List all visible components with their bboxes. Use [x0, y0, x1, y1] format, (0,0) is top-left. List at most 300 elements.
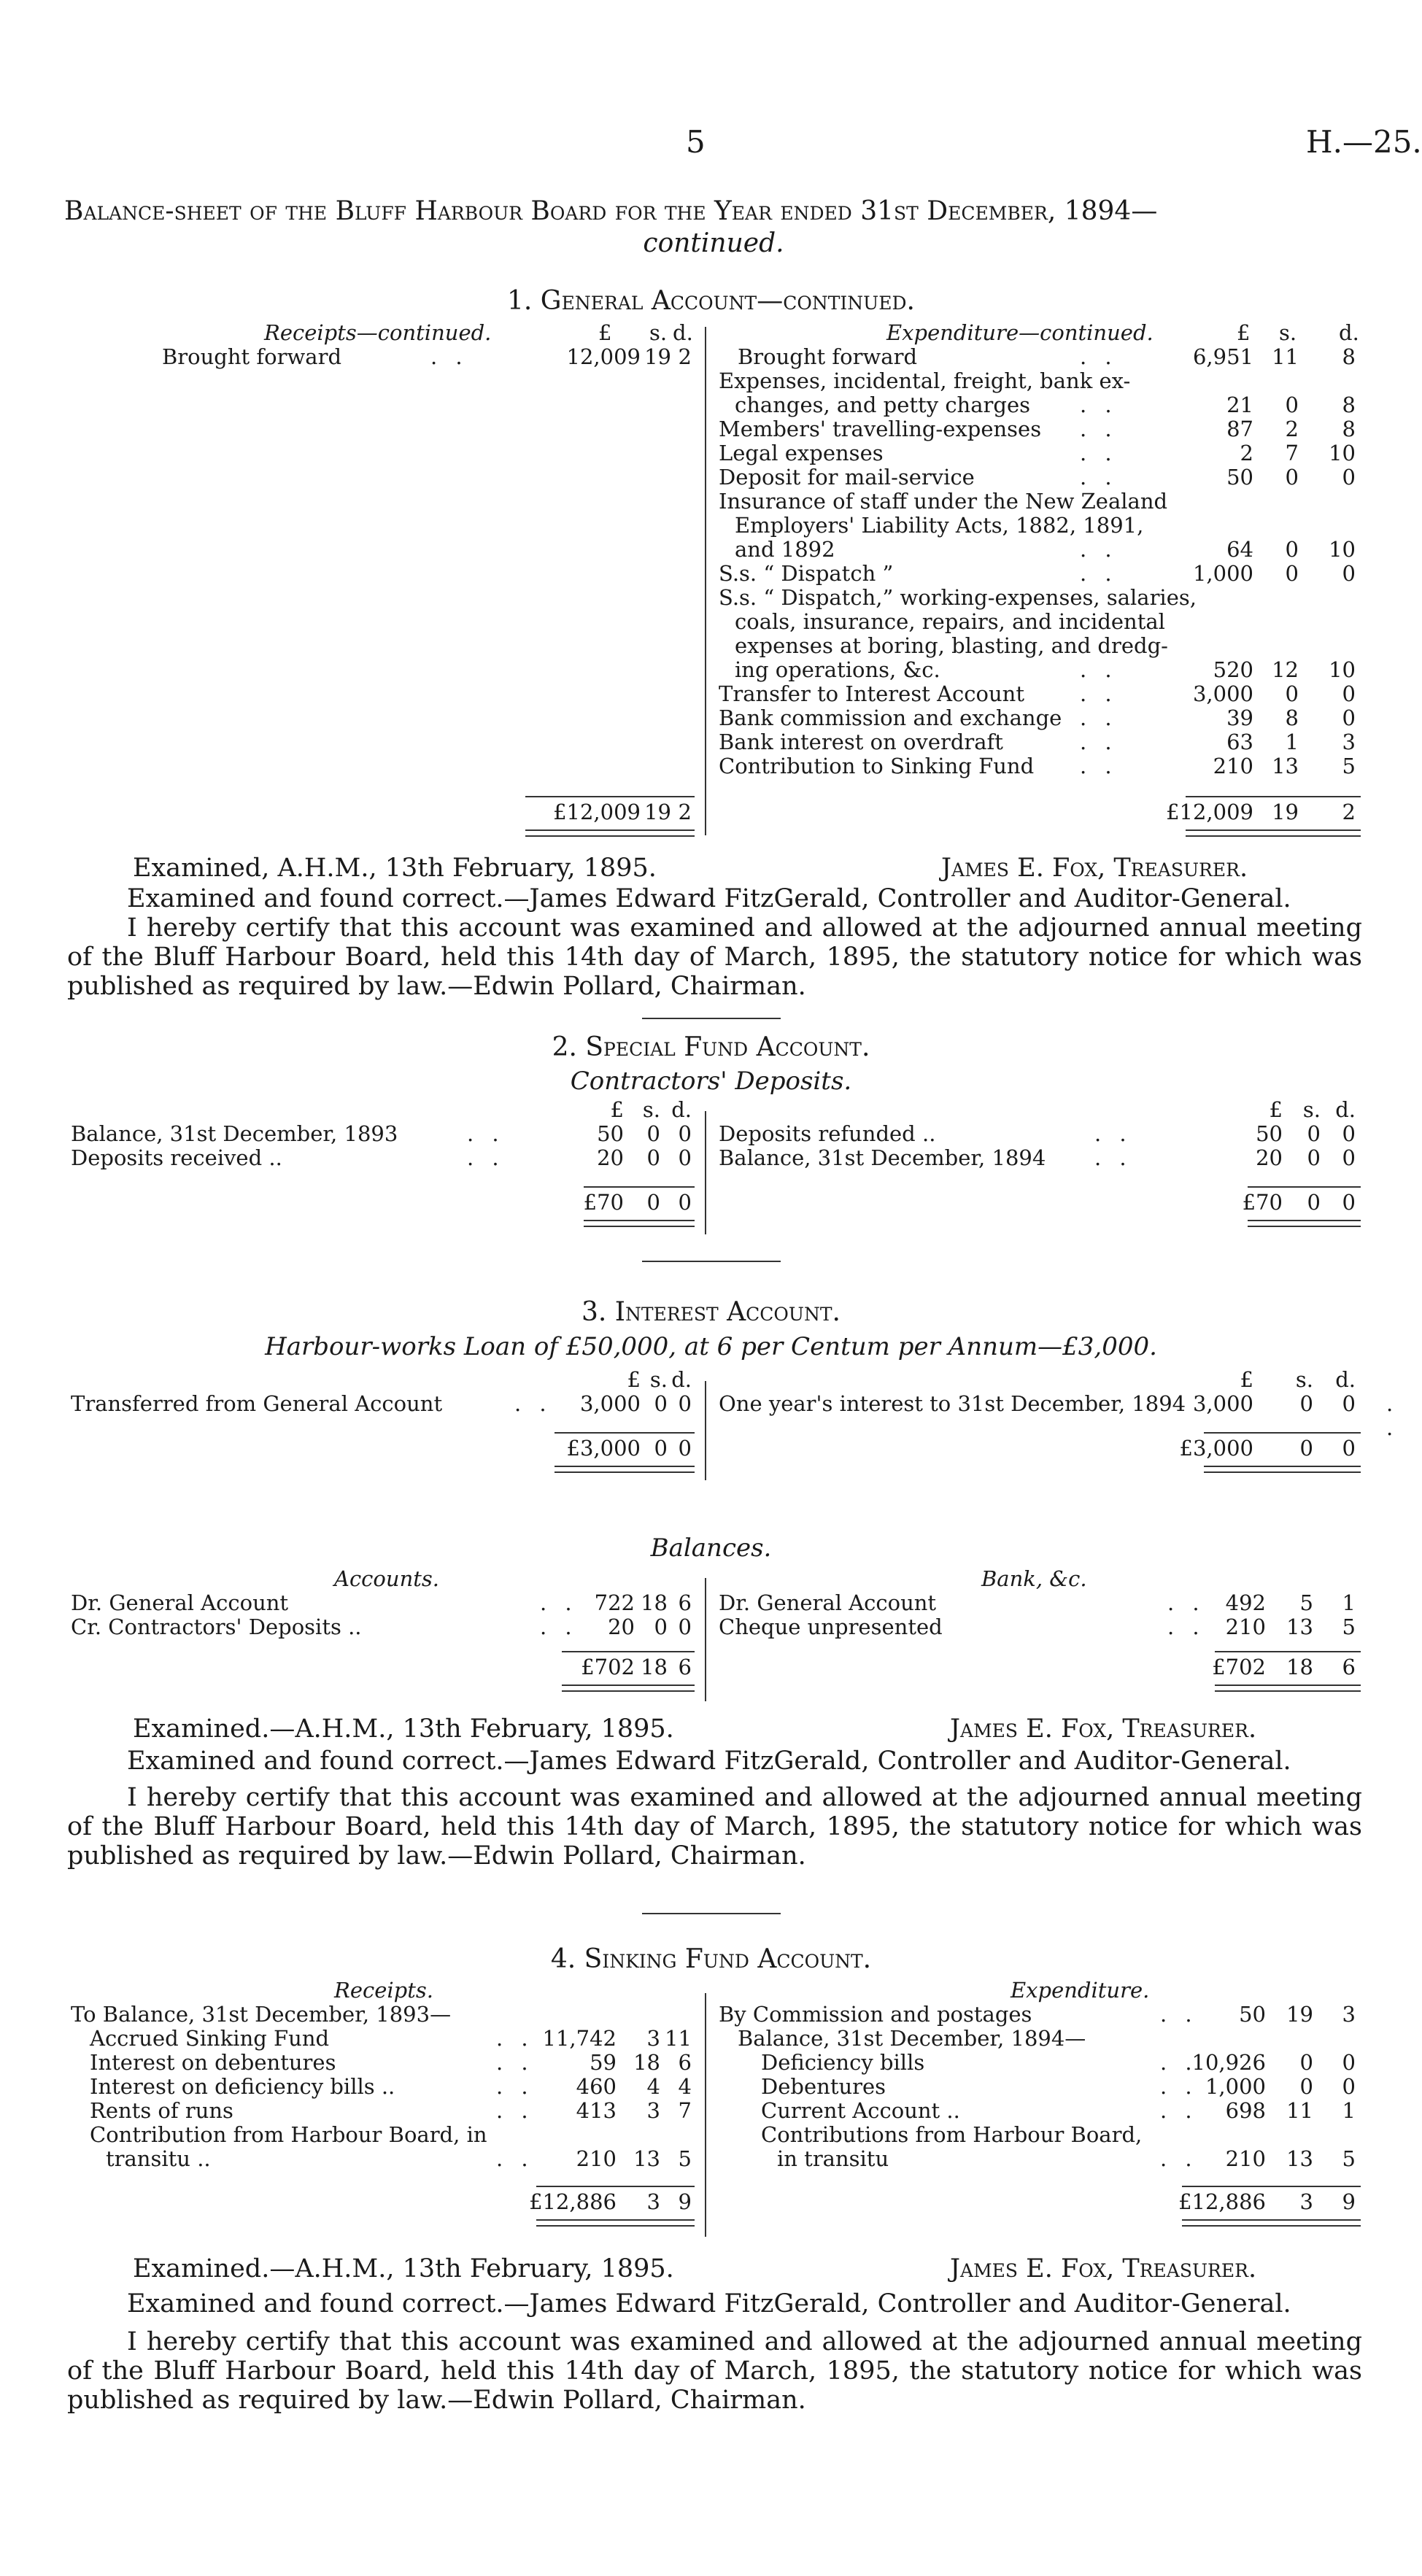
leader-dots: . . [467, 1145, 505, 1170]
entry-line [719, 1392, 1186, 1416]
leader-dots: . . [1160, 2098, 1198, 2123]
entry-line [719, 2003, 1032, 2027]
pence-value: 0 [678, 1614, 692, 1639]
entry-line [90, 2099, 233, 2123]
entry-line [719, 441, 884, 465]
total-pounds: £3,000 [566, 1436, 641, 1461]
entry-line [761, 2099, 960, 2123]
entry-description: Brought forward [738, 344, 918, 369]
total-shillings: 0 [1299, 1436, 1313, 1461]
certification-note: I hereby certify that this account was examined and allowed at the adjourned annual meeting of the Bluff Harbour Board, held this 14th day of March, 1895, the statutory notice for which was published as required by law.—Edwin Pollard, Chairman. [67, 913, 1362, 1001]
pounds-value: 520 [1213, 657, 1253, 682]
entry-description: Brought forward [162, 344, 342, 369]
entry-line [761, 2123, 1142, 2147]
total-shillings: 0 [646, 1190, 660, 1215]
pence-value: 7 [678, 2098, 692, 2123]
leader-dots: . . [1094, 1145, 1132, 1170]
leader-dots: . . [1080, 681, 1118, 706]
column-label: d. [1339, 320, 1359, 345]
certification-note: I hereby certify that this account was examined and allowed at the adjourned annual meeting of the Bluff Harbour Board, held this 14th day of March, 1895, the statutory notice for which was published as required by law.—Edwin Pollard, Chairman. [67, 2327, 1362, 2415]
leader-dots: . . [496, 2074, 534, 2099]
total-pence: 0 [1342, 1190, 1356, 1215]
shillings-value: 0 [1299, 1391, 1313, 1416]
entry-line [719, 1146, 1046, 1170]
pence-value: 0 [1342, 1145, 1356, 1170]
pounds-value: 2 [1240, 441, 1253, 465]
pounds-value: 39 [1226, 705, 1253, 730]
shillings-value: 11 [1286, 2098, 1313, 2123]
pounds-value: 64 [1226, 537, 1253, 562]
pounds-value: 210 [1225, 1614, 1266, 1639]
pence-value: 1 [1342, 1590, 1356, 1615]
column-divider [705, 1993, 706, 2237]
pounds-value: 12,009 [566, 344, 641, 369]
loan-subheading: Harbour-works Loan of £50,000, at 6 per Centum per Annum—£3,000. [265, 1332, 1157, 1361]
pounds-value: 20 [597, 1145, 624, 1170]
entry-line [106, 2147, 211, 2171]
entry-line [71, 1122, 398, 1146]
leader-dots: . . [430, 344, 468, 369]
entry-description: Legal expenses [719, 441, 884, 465]
entry-description: Deposits received .. [71, 1145, 282, 1170]
entry-description: Expenses, incidental, freight, bank ex- [719, 368, 1131, 393]
pounds-value: 492 [1225, 1590, 1266, 1615]
interest-account-table [0, 1368, 1422, 1499]
entry-line [90, 2027, 329, 2051]
interest-account-heading: 3. Interest Account. [581, 1297, 841, 1327]
shillings-value: 0 [1307, 1121, 1321, 1146]
leader-dots: . . [1080, 417, 1118, 441]
sum-rule [562, 1651, 695, 1652]
column-divider [705, 1111, 706, 1234]
entry-line [735, 514, 1143, 538]
entry-line [719, 682, 1024, 706]
pounds-value: 63 [1226, 730, 1253, 754]
pence-value: 10 [1329, 657, 1356, 682]
entry-line [719, 1122, 935, 1146]
leader-dots: . . [1080, 441, 1118, 465]
pence-value: 0 [1342, 2050, 1356, 2075]
total-shillings: 0 [1307, 1190, 1321, 1215]
entry-line [719, 1591, 936, 1615]
pounds-value: 50 [597, 1121, 624, 1146]
shillings-value: 19 [644, 344, 671, 369]
pounds-value: 1,000 [1205, 2074, 1266, 2099]
sum-rule [554, 1432, 695, 1434]
pence-value: 0 [1342, 1391, 1356, 1416]
entry-description: Transfer to Interest Account [719, 681, 1024, 706]
receipts-label: Receipts—continued. [264, 320, 492, 345]
entry-line [735, 538, 835, 562]
entry-line [735, 610, 1165, 634]
entry-description: Balance, 31st December, 1894 [719, 1145, 1046, 1170]
leader-dots: . . [496, 2146, 534, 2171]
shillings-value: 7 [1285, 441, 1299, 465]
entry-line [761, 2051, 924, 2075]
total-shillings: 3 [646, 2189, 660, 2214]
pence-value: 11 [665, 2026, 692, 2051]
entry-description: Insurance of staff under the New Zealand [719, 489, 1168, 514]
total-shillings: 0 [654, 1436, 668, 1461]
leader-dots: . . [1080, 705, 1118, 730]
column-label: £ [598, 320, 612, 345]
entry-line [761, 2075, 886, 2099]
pounds-column-label: £ [610, 1097, 624, 1122]
leader-dots: . . [496, 2026, 534, 2051]
leader-dots: . . [1160, 2146, 1198, 2171]
entry-description: Bank commission and exchange [719, 705, 1062, 730]
entry-description: Members' travelling-expenses [719, 417, 1042, 441]
entry-line [738, 2027, 1086, 2051]
shillings-value: 0 [1285, 681, 1299, 706]
entry-description: By Commission and postages [719, 2002, 1032, 2027]
shillings-value: 2 [1285, 417, 1299, 441]
pence-value: 0 [1342, 561, 1356, 586]
entry-description: Deficiency bills [761, 2050, 925, 2075]
audit-note: Examined and found correct.—James Edward FitzGerald, Controller and Auditor-General. [127, 2289, 1291, 2318]
pounds-column-label: £ [1240, 1367, 1253, 1392]
balances-table [0, 1567, 1422, 1706]
pence-value: 3 [1342, 2002, 1356, 2027]
sum-rule [1248, 1186, 1361, 1188]
pence-value: 6 [678, 2050, 692, 2075]
shillings-value: 1 [1285, 730, 1299, 754]
entry-description: Dr. General Account [719, 1590, 937, 1615]
pounds-value: 413 [576, 2098, 617, 2123]
total-pence: 2 [1342, 800, 1356, 824]
total-pence: 6 [1342, 1655, 1356, 1679]
total-pence: 2 [678, 800, 692, 824]
treasurer-signature: James E. Fox, Treasurer. [950, 2254, 1257, 2283]
entry-description: Accrued Sinking Fund [90, 2026, 330, 2051]
treasurer-signature: James E. Fox, Treasurer. [950, 1714, 1257, 1744]
entry-line [719, 490, 1167, 514]
pence-value: 5 [1342, 754, 1356, 778]
pounds-value: 11,742 [542, 2026, 617, 2051]
page-title [64, 196, 1363, 260]
pence-column-label: d. [1335, 1367, 1356, 1392]
entry-line [719, 562, 893, 586]
leader-dots: . . [1080, 754, 1118, 778]
total-shillings: 18 [1286, 1655, 1313, 1679]
pence-value: 8 [1342, 392, 1356, 417]
leader-dots: . . [1167, 1614, 1205, 1639]
entry-description: Cheque unpresented [719, 1614, 943, 1639]
total-pounds: £12,886 [529, 2189, 617, 2214]
signoff-sinking [67, 2254, 1362, 2415]
total-pounds: £12,886 [1178, 2189, 1266, 2214]
receipts-label: Receipts. [334, 1978, 433, 2003]
leader-dots: . . [1160, 2002, 1198, 2027]
entry-description: Contributions from Harbour Board, [761, 2122, 1143, 2147]
pounds-value: 3,000 [1192, 681, 1253, 706]
pounds-value: 50 [1256, 1121, 1283, 1146]
shillings-column-label: s. [1295, 1367, 1313, 1392]
pence-value: 2 [678, 344, 692, 369]
column-label: s. [1279, 320, 1297, 345]
general-account-table [0, 321, 1422, 861]
pounds-value: 698 [1225, 2098, 1266, 2123]
entry-line [719, 706, 1062, 730]
sum-rule [1182, 2186, 1361, 2187]
pence-value: 0 [678, 1391, 692, 1416]
document-reference: H.—25. [1306, 124, 1422, 160]
total-shillings: 3 [1299, 2189, 1313, 2214]
sum-rule [525, 796, 695, 797]
sum-rule [584, 1186, 695, 1188]
pence-value: 5 [678, 2146, 692, 2171]
pounds-value: 10,926 [1191, 2050, 1266, 2075]
leader-dots: . . [496, 2050, 534, 2075]
leader-dots: . . [1080, 392, 1118, 417]
entry-description: Debentures [761, 2074, 886, 2099]
pence-value: 0 [678, 1145, 692, 1170]
pounds-value: 59 [590, 2050, 617, 2075]
shillings-value: 19 [1286, 2002, 1313, 2027]
pence-value: 8 [1342, 344, 1356, 369]
pounds-value: 210 [1225, 2146, 1266, 2171]
pence-column-label: d. [671, 1367, 692, 1392]
total-pence: 6 [678, 1655, 692, 1679]
pence-value: 6 [678, 1590, 692, 1615]
column-label: s. [649, 320, 668, 345]
leader-dots: . . [1167, 1590, 1205, 1615]
entry-description: Interest on deficiency bills .. [90, 2074, 395, 2099]
double-rule [1204, 1466, 1361, 1473]
pence-value: 0 [1342, 705, 1356, 730]
total-pounds: £702 [581, 1655, 635, 1679]
total-pounds: £12,009 [1166, 800, 1253, 824]
pence-value: 0 [1342, 1121, 1356, 1146]
entry-line [90, 2075, 395, 2099]
leader-dots: . . [1080, 561, 1118, 586]
entry-line [735, 393, 1030, 417]
shillings-value: 0 [646, 1145, 660, 1170]
pounds-value: 722 [594, 1590, 635, 1615]
treasurer-signature: James E. Fox, Treasurer. [941, 854, 1248, 883]
shillings-value: 8 [1285, 705, 1299, 730]
shillings-column-label: s. [649, 1367, 668, 1392]
total-shillings: 18 [641, 1655, 668, 1679]
total-shillings: 19 [1272, 800, 1299, 824]
pence-value: 5 [1342, 1614, 1356, 1639]
leader-dots: . . [467, 1121, 505, 1146]
audit-note: Examined and found correct.—James Edward FitzGerald, Controller and Auditor-General. [127, 1747, 1291, 1776]
section-divider [642, 1018, 781, 1019]
leader-dots: . . [1160, 2050, 1198, 2075]
entry-description: ing operations, &c. [735, 657, 940, 682]
entry-description: and 1892 [735, 537, 835, 562]
pence-value: 0 [1342, 681, 1356, 706]
leader-dots: . . [1080, 730, 1118, 754]
entry-description: Employers' Liability Acts, 1882, 1891, [735, 513, 1144, 538]
column-label: d. [673, 320, 693, 345]
pounds-column-label: £ [1269, 1097, 1283, 1122]
entry-line [71, 2003, 451, 2027]
entry-description: Dr. General Account [71, 1590, 289, 1615]
double-rule [1186, 829, 1361, 837]
double-rule [1182, 2219, 1361, 2227]
shillings-value: 0 [1285, 392, 1299, 417]
entry-description: Deposit for mail-service [719, 465, 975, 490]
entry-description: expenses at boring, blasting, and dredg- [735, 633, 1168, 658]
leader-dots: . . [496, 2098, 534, 2123]
leader-dots: . . [1094, 1121, 1132, 1146]
total-pounds: £70 [583, 1190, 624, 1215]
shillings-value: 3 [646, 2026, 660, 2051]
signoff-general [67, 854, 1362, 1001]
entry-line [719, 369, 1130, 393]
pence-column-label: d. [1335, 1097, 1356, 1122]
entry-description: Current Account .. [761, 2098, 960, 2123]
shillings-value: 13 [1272, 754, 1299, 778]
column-divider [705, 1381, 706, 1480]
sinking-fund-heading: 4. Sinking Fund Account. [550, 1944, 872, 1974]
total-shillings: 19 [644, 800, 671, 824]
entry-line [719, 1615, 943, 1639]
double-rule [1248, 1220, 1361, 1227]
shillings-value: 0 [1299, 2074, 1313, 2099]
shillings-value: 13 [633, 2146, 660, 2171]
leader-dots: . . [1080, 465, 1118, 490]
pounds-value: 1,000 [1192, 561, 1253, 586]
entry-line [71, 1392, 442, 1416]
sum-rule [1204, 1432, 1361, 1434]
shillings-value: 0 [654, 1391, 668, 1416]
bank-label: Bank, &c. [981, 1566, 1087, 1591]
examined-note: Examined.—A.H.M., 13th February, 1895. [133, 1714, 674, 1744]
shillings-value: 13 [1286, 2146, 1313, 2171]
total-pounds: £702 [1212, 1655, 1266, 1679]
double-rule [584, 1220, 695, 1227]
total-pence: 0 [1342, 1436, 1356, 1461]
pence-value: 0 [1342, 465, 1356, 490]
leader-dots: . . [1080, 657, 1118, 682]
entry-line [71, 1615, 362, 1639]
entry-description: One year's interest to 31st December, 1894 [719, 1391, 1186, 1416]
entry-line [90, 2051, 336, 2075]
shillings-value: 0 [1299, 2050, 1313, 2075]
shillings-value: 11 [1272, 344, 1299, 369]
leader-dots: . . [514, 1391, 552, 1416]
pounds-value: 460 [576, 2074, 617, 2099]
column-divider [705, 327, 706, 835]
shillings-value: 12 [1272, 657, 1299, 682]
double-rule [525, 829, 695, 837]
sum-rule [536, 2186, 695, 2187]
entry-description: Interest on debentures [90, 2050, 336, 2075]
pence-value: 8 [1342, 417, 1356, 441]
total-pence: 0 [678, 1190, 692, 1215]
entry-line [71, 1591, 288, 1615]
sum-rule [1215, 1651, 1361, 1652]
audit-note: Examined and found correct.—James Edward FitzGerald, Controller and Auditor-General. [127, 884, 1291, 913]
shillings-value: 0 [1307, 1145, 1321, 1170]
section-divider [642, 1261, 781, 1262]
total-pence: 9 [678, 2189, 692, 2214]
entry-description: S.s. “ Dispatch ” [719, 561, 894, 586]
shillings-value: 3 [646, 2098, 660, 2123]
pounds-value: 87 [1226, 417, 1253, 441]
pence-value: 5 [1342, 2146, 1356, 2171]
special-fund-table [0, 1098, 1422, 1237]
entry-description: coals, insurance, repairs, and incidental [735, 609, 1165, 634]
shillings-value: 18 [641, 1590, 668, 1615]
entry-description: Cr. Contractors' Deposits .. [71, 1614, 362, 1639]
special-fund-heading: 2. Special Fund Account. [552, 1032, 870, 1062]
leader-dots: . . [540, 1614, 578, 1639]
entry-line [162, 345, 341, 369]
entry-description: Bank interest on overdraft [719, 730, 1003, 754]
pounds-value: 20 [1256, 1145, 1283, 1170]
pounds-value: 20 [608, 1614, 635, 1639]
page-title-continued: continued. [643, 228, 784, 258]
leader-dots: . . [1080, 344, 1118, 369]
entry-description: Contribution to Sinking Fund [719, 754, 1035, 778]
leader-dots: . . [1160, 2074, 1198, 2099]
shillings-value: 0 [1285, 561, 1299, 586]
leader-dots: . . [1080, 537, 1118, 562]
shillings-column-label: s. [1302, 1097, 1321, 1122]
shillings-value: 0 [646, 1121, 660, 1146]
column-label: £ [1237, 320, 1251, 345]
pounds-value: 3,000 [579, 1391, 641, 1416]
shillings-value: 0 [1285, 465, 1299, 490]
entry-line [719, 465, 975, 490]
entry-description: Balance, 31st December, 1894— [738, 2026, 1086, 2051]
signoff-balances [67, 1714, 1362, 1871]
entry-line [735, 634, 1168, 658]
section-divider [642, 1913, 781, 1914]
balances-heading: Balances. [650, 1533, 772, 1563]
entry-line [719, 754, 1034, 778]
pounds-value: 21 [1226, 392, 1253, 417]
expenditure-label: Expenditure—continued. [886, 320, 1154, 345]
shillings-value: 5 [1299, 1590, 1313, 1615]
double-rule [562, 1685, 695, 1692]
entry-description: in transitu [777, 2146, 889, 2171]
pounds-value: 6,951 [1192, 344, 1253, 369]
pence-column-label: d. [671, 1097, 692, 1122]
entry-line [719, 417, 1041, 441]
leader-dots: . . [540, 1590, 578, 1615]
total-pounds: £70 [1242, 1190, 1283, 1215]
general-account-heading: 1. General Account—continued. [507, 286, 915, 316]
entry-description: Transferred from General Account [71, 1391, 443, 1416]
entry-description: S.s. “ Dispatch,” working-expenses, salaries, [719, 585, 1197, 610]
pounds-value: 3,000 [1192, 1391, 1253, 1416]
entry-description: To Balance, 31st December, 1893— [71, 2002, 452, 2027]
entry-line [777, 2147, 889, 2171]
pence-value: 10 [1329, 537, 1356, 562]
pounds-value: 50 [1226, 465, 1253, 490]
entry-line [71, 1146, 282, 1170]
page-title-line: Balance-sheet of the Bluff Harbour Board for the Year ended 31st December, 1894— [64, 196, 1158, 226]
leader-dots: . . [1386, 1391, 1399, 1440]
pence-value: 10 [1329, 441, 1356, 465]
pence-value: 4 [678, 2074, 692, 2099]
entry-line [719, 730, 1003, 754]
shillings-value: 0 [654, 1614, 668, 1639]
page-number: 5 [686, 124, 706, 160]
pounds-value: 50 [1239, 2002, 1266, 2027]
entry-description: Rents of runs [90, 2098, 233, 2123]
entry-line [738, 345, 917, 369]
pounds-value: 210 [1213, 754, 1253, 778]
entry-line [735, 658, 940, 682]
pence-value: 3 [1342, 730, 1356, 754]
double-rule [536, 2219, 695, 2227]
